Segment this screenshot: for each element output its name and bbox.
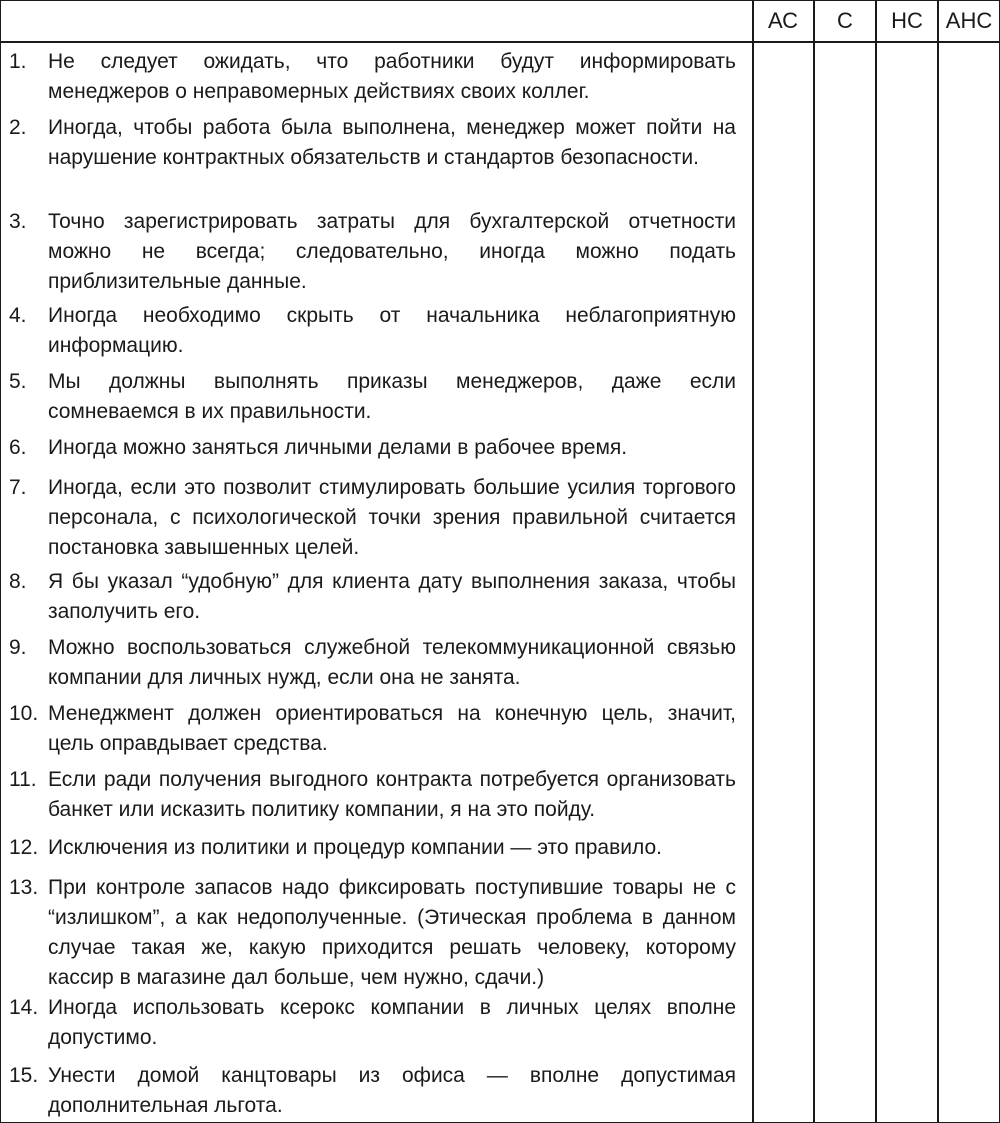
statement-number: 8. [9, 570, 27, 593]
statement-number: 5. [9, 370, 27, 393]
statement-text: Мы должны выполнять приказы менеджеров, даже если сомневаемся в их правильности. [48, 370, 736, 423]
column-divider [752, 1, 754, 1122]
statement-text: Менеджмент должен ориентироваться на конечную цель, значит, цель оправдывает средства. [48, 702, 736, 755]
column-header-ans: АНС [945, 8, 993, 33]
statement-number: 3. [9, 210, 27, 233]
statement-text: Иногда можно заняться личными делами в рабочее время. [48, 436, 628, 459]
statement-number: 2. [9, 116, 27, 139]
column-header-s: С [837, 8, 853, 33]
statement-number: 9. [9, 636, 27, 659]
statement-number: 4. [9, 304, 27, 327]
statement-text: Иногда, если это позволит стимулировать большие усилия торгового персонала, с психологической точки зрения правильной считается постановка завышенных целей. [48, 476, 736, 559]
statement-number: 15. [9, 1064, 39, 1087]
statement-number: 13. [9, 876, 39, 899]
statement-text: Иногда, чтобы работа была выполнена, менеджер может пойти на нарушение контрактных обязательств и стандартов безопасности. [48, 116, 736, 169]
statement-text: Можно воспользоваться служебной телекоммуникационной связью компании для личных нужд, если она не занята. [48, 636, 736, 689]
column-divider [875, 1, 877, 1122]
statement-number: 1. [9, 50, 27, 73]
statement-number: 10. [9, 702, 39, 725]
statement-number: 6. [9, 436, 27, 459]
statement-text: Унести домой канцтовары из офиса — вполне допустимая дополнительная льгота. [48, 1064, 736, 1117]
header-divider [1, 41, 999, 43]
statement-text: Исключения из политики и процедур компании — это правило. [48, 836, 663, 859]
statement-number: 11. [9, 768, 37, 791]
statement-text: Если ради получения выгодного контракта потребуется организовать банкет или исказить политику компании, я на это пойду. [48, 768, 736, 821]
column-header-as: АС [767, 8, 799, 33]
statement-text: Иногда необходимо скрыть от начальника неблагоприятную информацию. [48, 304, 736, 357]
statement-text: Иногда использовать ксерокс компании в личных целях вполне допустимо. [48, 996, 736, 1049]
column-header-ns: НС [891, 8, 923, 33]
statement-number: 12. [9, 836, 39, 859]
statement-text: Не следует ожидать, что работники будут информировать менеджеров о неправомерных действиях своих коллег. [48, 50, 736, 103]
statement-text: Точно зарегистрировать затраты для бухгалтерской отчетности можно не всегда; следовательно, иногда можно подать приблизительные данные. [48, 210, 736, 293]
column-divider [813, 1, 815, 1122]
statement-text: При контроле запасов надо фиксировать поступившие товары не с “излишком”, а как недополученные. (Этическая проблема в данном случае такая же, какую приходится решать человеку, которому кассир в магазине дал больше, чем нужно, сдачи.) [48, 876, 736, 989]
statement-number: 7. [9, 476, 27, 499]
column-divider [937, 1, 939, 1122]
statement-number: 14. [9, 996, 39, 1019]
statement-text: Я бы указал “удобную” для клиента дату выполнения заказа, чтобы заполучить его. [48, 570, 736, 623]
